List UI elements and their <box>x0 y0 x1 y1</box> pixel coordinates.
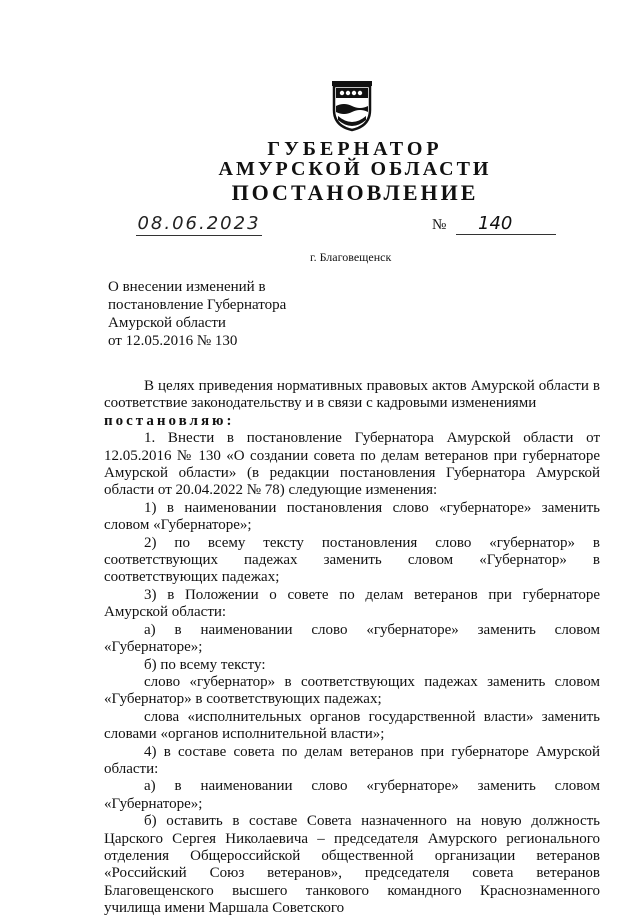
document-subject <box>108 278 286 350</box>
document-number: 140 <box>456 213 556 235</box>
paragraph: а) в наименовании слово «губернаторе» заменить словом «Губернаторе»; <box>104 778 600 812</box>
subject-line: Амурской области <box>108 315 226 331</box>
subject-line: О внесении изменений в <box>108 279 266 295</box>
paragraph: слово «губернатор» в соответствующих падежах заменить словом «Губернатор» в соответствующих падежах; <box>104 673 600 708</box>
subject-line: от 12.05.2016 № 130 <box>108 333 238 349</box>
paragraph: 4) в составе совета по делам ветеранов при губернаторе Амурской области: <box>104 743 600 777</box>
paragraph: слова «исполнительных органов государственной власти» заменить словами «органов исполнительной власти»; <box>104 708 600 743</box>
document-type-title: ПОСТАНОВЛЕНИЕ <box>231 180 479 205</box>
paragraph: а) в наименовании слово «губернаторе» заменить словом «Губернаторе»; <box>104 621 600 656</box>
header-governor: ГУБЕРНАТОР <box>267 138 443 160</box>
document-body <box>104 378 600 918</box>
resolution-word: постановляю: <box>104 412 235 429</box>
city-label: г. Благовещенск <box>310 250 392 264</box>
document-date: 08.06.2023 <box>137 213 261 234</box>
subject-line: постановление Губернатора <box>108 297 287 313</box>
header-region: АМУРСКОЙ ОБЛАСТИ <box>218 158 492 180</box>
paragraph: 3) в Положении о совете по делам ветеранов при губернаторе Амурской области: <box>104 586 600 621</box>
paragraph: 1) в наименовании постановления слово «губернаторе» заменить словом «Губернаторе»; <box>104 499 600 534</box>
paragraph: 1. Внести в постановление Губернатора Амурской области от 12.05.2016 № 130 «О создании совета по делам ветеранов при губернаторе Амурской области» (в редакции постановления Губернатора Амурской области от 20.04.2022 № 78) следующие изменения: <box>104 430 600 499</box>
paragraph: б) оставить в составе Совета назначенного на новую должность Царского Сергея Николаевича – председателя Амурского регионального отделения Общероссийской общественной организации ветеранов «Российский Союз ветеранов», председателя совета ветеранов Благовещенского высшего танкового командного Краснознаменного училища имени Маршала Советского <box>104 813 600 917</box>
paragraph: 2) по всему тексту постановления слово «губернатор» в соответствующих падежах заменить словом «Губернатор» в соответствующих падежах; <box>104 534 600 586</box>
paragraph: В целях приведения нормативных правовых актов Амурской области в соответствие законодательству и в связи с кадровыми изменениями <box>104 378 600 412</box>
coat-of-arms-icon <box>330 80 374 132</box>
number-label: № <box>432 217 447 233</box>
paragraph: б) по всему тексту: <box>144 656 266 673</box>
